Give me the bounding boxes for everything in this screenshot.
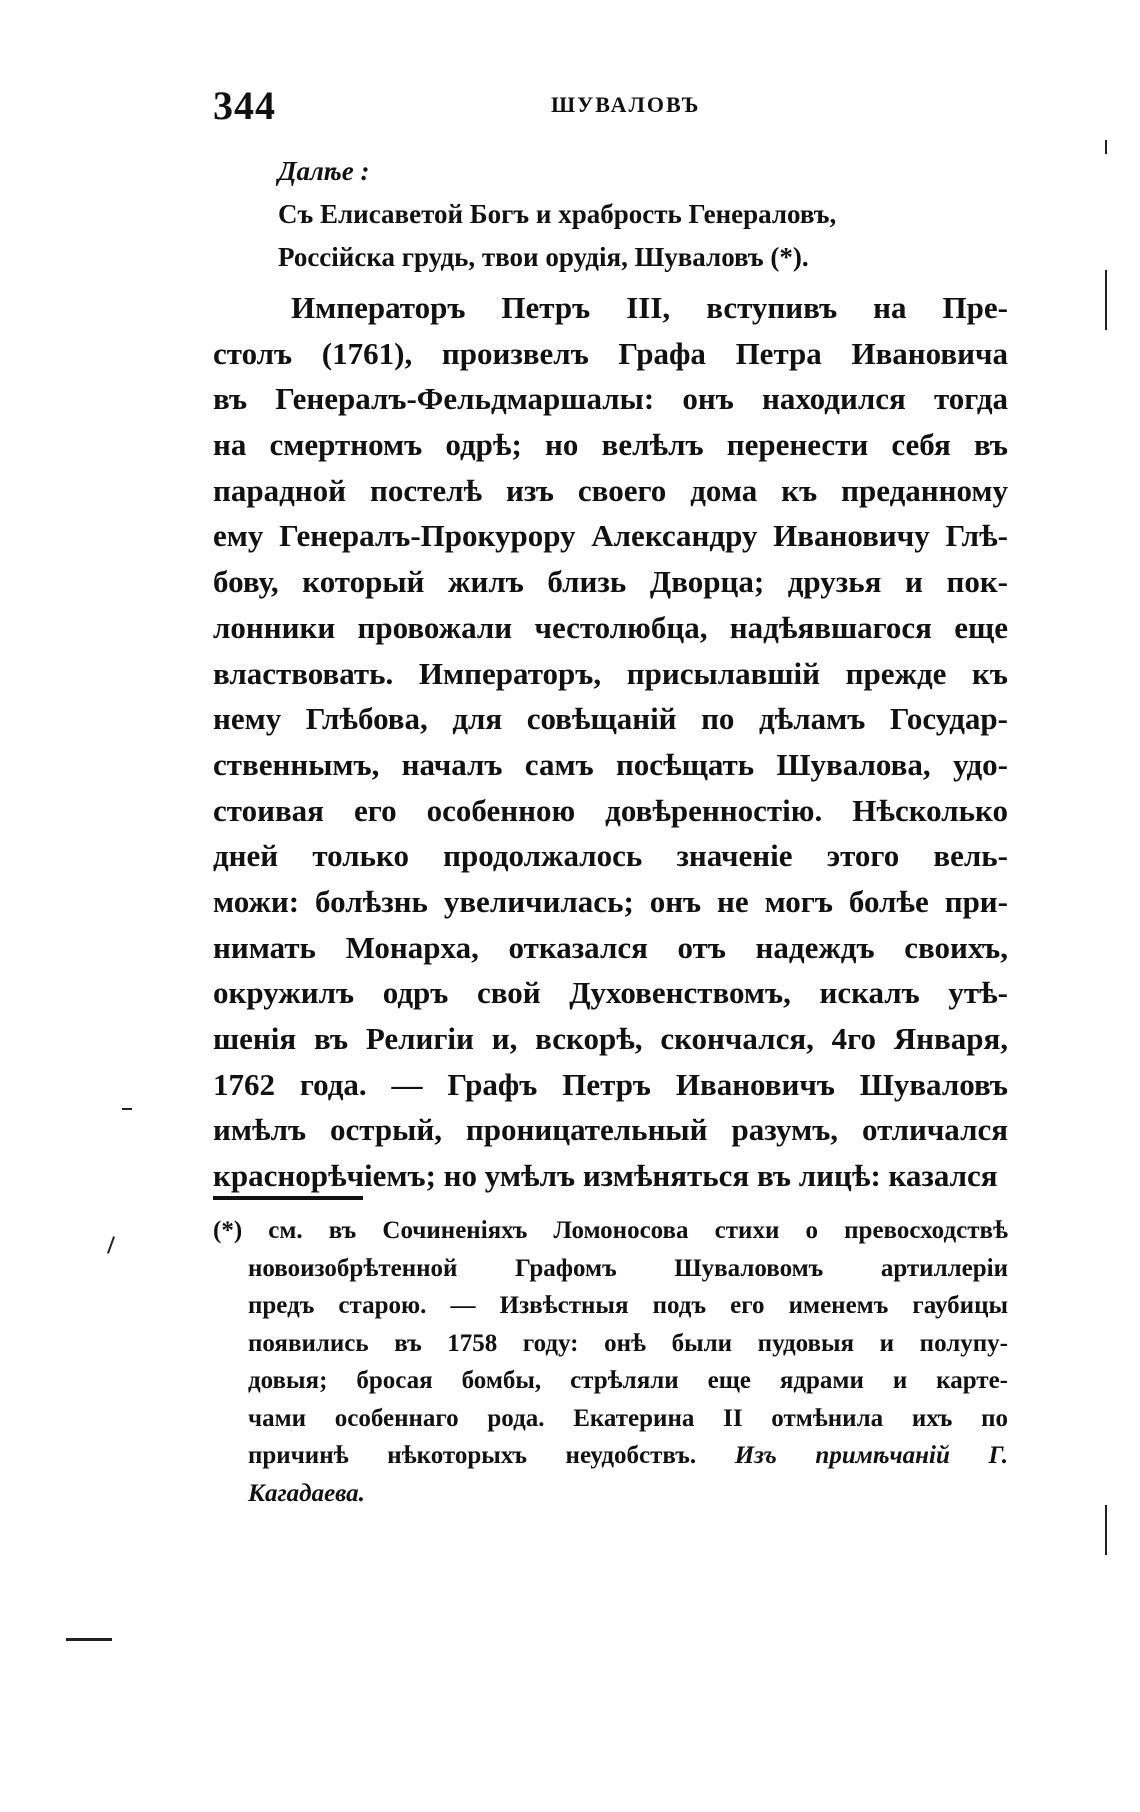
page-header bbox=[213, 82, 938, 132]
page-number: 344 bbox=[213, 83, 276, 128]
footnote-line: появились въ 1758 году: онѣ были пудовыя и полупу- bbox=[248, 1329, 1008, 1357]
margin-mark bbox=[66, 1638, 112, 1641]
body-line: лонники провожали честолюбца, надѣявшагося еще bbox=[213, 609, 1008, 645]
body-line: стоивая его особенною довѣренностію. Нѣсколько bbox=[213, 792, 1008, 828]
verse-line: Съ Елисаветой Богъ и храбрость Генераловъ, bbox=[278, 199, 837, 229]
margin-mark bbox=[1105, 1505, 1107, 1555]
footnote-line bbox=[213, 1475, 1008, 1513]
footnote-line: предъ старою. — Извѣстныя подъ его именемъ гаубицы bbox=[248, 1292, 1008, 1319]
verse-quotation bbox=[278, 150, 938, 279]
footnote bbox=[213, 1212, 1008, 1512]
margin-mark bbox=[122, 1108, 132, 1110]
body-line: дней только продолжалось значеніе этого вель- bbox=[213, 838, 1008, 874]
footnote-text: причинѣ нѣкоторыхъ неудобствъ. bbox=[248, 1442, 697, 1469]
margin-mark bbox=[1105, 140, 1107, 154]
running-head: ШУВАЛОВЪ bbox=[551, 92, 701, 117]
verse-line: Россійска грудь, твои орудія, Шуваловъ (*). bbox=[278, 242, 809, 272]
body-line: нимать Монарха, отказался отъ надеждъ своихъ, bbox=[213, 929, 1008, 965]
body-line: ему Генералъ-Прокурору Александру Ивановичу Глѣ- bbox=[213, 518, 1008, 554]
verse-intro: Далѣе : bbox=[278, 156, 370, 186]
footnote-line bbox=[213, 1437, 1008, 1475]
body-line: имѣлъ острый, проницательный разумъ, отличался bbox=[213, 1112, 1008, 1148]
body-line: властвовать. Императоръ, присылавшій прежде къ bbox=[213, 655, 1008, 691]
body-line: краснорѣчіемъ; но умѣлъ измѣняться въ лицѣ: казался bbox=[213, 1158, 998, 1194]
footnote-line: чами особеннаго рода. Екатерина II отмѣнила ихъ по bbox=[248, 1404, 1008, 1432]
body-line: шенія въ Религіи и, вскорѣ, скончался, 4го Января, bbox=[213, 1021, 1008, 1056]
margin-mark bbox=[1105, 270, 1107, 330]
footnote-line: новоизобрѣтенной Графомъ Шуваловомъ артиллеріи bbox=[248, 1254, 1008, 1282]
body-line: ственнымъ, началъ самъ посѣщать Шувалова, удо- bbox=[213, 746, 1008, 782]
body-paragraph bbox=[213, 285, 1008, 1199]
body-line: нему Глѣбова, для совѣщаній по дѣламъ Государ- bbox=[213, 701, 1008, 737]
body-line: 1762 года. — Графъ Петръ Ивановичъ Шуваловъ bbox=[213, 1066, 1008, 1102]
body-line: Императоръ Петръ III, вступивъ на Пре- bbox=[291, 290, 1008, 325]
body-line: парадной постелѣ изъ своего дома къ преданному bbox=[213, 472, 1008, 508]
footnote-source-name: Кагадаева. bbox=[248, 1479, 365, 1507]
body-line: на смертномъ одрѣ; но велѣлъ перенести себя въ bbox=[213, 427, 1008, 463]
body-line: столъ (1761), произвелъ Графа Петра Ивановича bbox=[213, 335, 1008, 371]
body-line: въ Генералъ-Фельдмаршалы: онъ находился тогда bbox=[213, 381, 1008, 417]
footnote-line: (*) см. въ Сочиненіяхъ Ломоносова стихи о превосходствѣ bbox=[213, 1217, 1008, 1244]
body-line: бову, который жилъ близь Дворца; друзья и пок- bbox=[213, 564, 1008, 600]
footnote-line: довыя; бросая бомбы, стрѣляли еще ядрами и карте- bbox=[248, 1367, 1008, 1394]
margin-mark bbox=[107, 1236, 115, 1254]
footnote-source: Изъ примѣчаній Г. bbox=[734, 1442, 1008, 1469]
body-line: можи: болѣзнь увеличилась; онъ не могъ болѣе при- bbox=[213, 883, 1008, 919]
footnote-rule bbox=[213, 1196, 363, 1200]
body-line: окружилъ одръ свой Духовенствомъ, искалъ утѣ- bbox=[213, 975, 1008, 1011]
